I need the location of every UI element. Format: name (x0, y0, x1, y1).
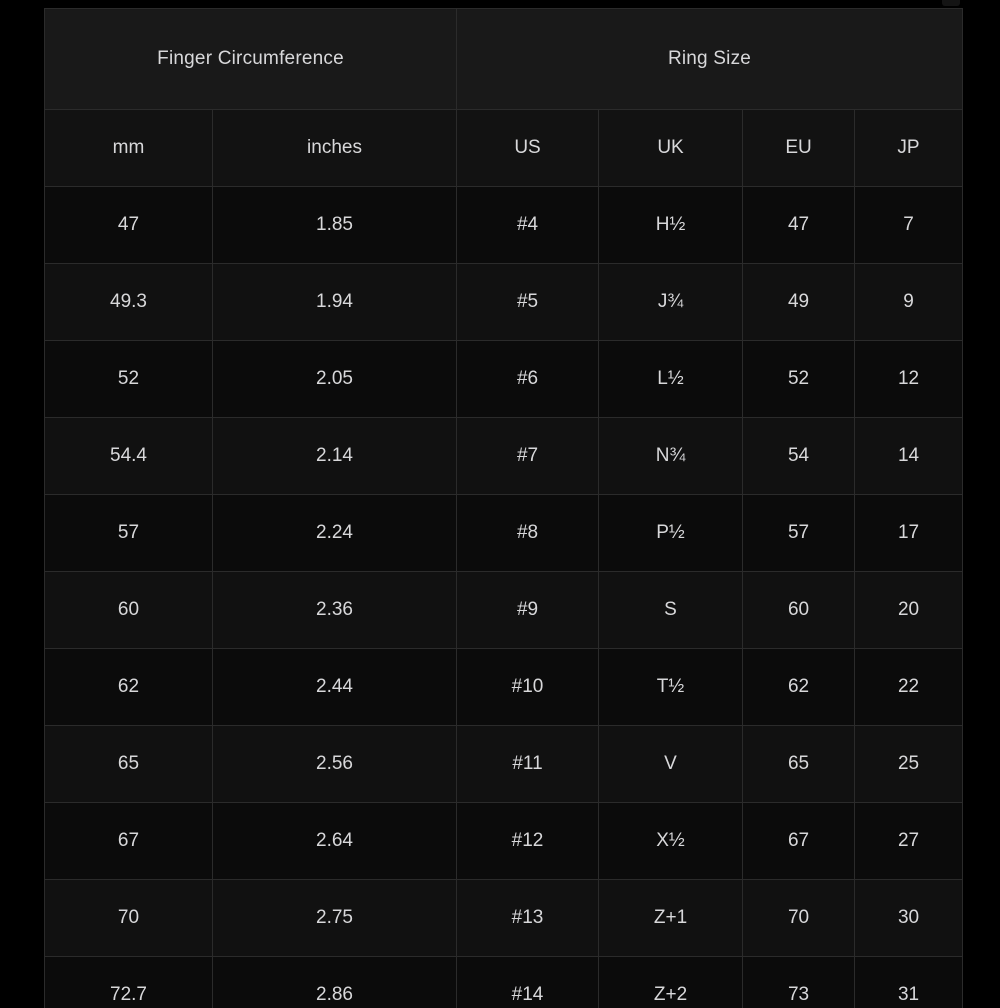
cell-us: #7 (457, 418, 599, 495)
cell-uk: Z+2 (599, 957, 743, 1008)
cell-eu: 54 (743, 418, 855, 495)
column-header-uk: UK (599, 110, 743, 187)
cell-us: #13 (457, 880, 599, 957)
cell-us: #4 (457, 187, 599, 264)
cell-inches: 2.24 (213, 495, 457, 572)
cell-us: #8 (457, 495, 599, 572)
cell-inches: 2.64 (213, 803, 457, 880)
cell-jp: 25 (855, 726, 963, 803)
column-header-inches: inches (213, 110, 457, 187)
ring-size-table (44, 8, 963, 1008)
table-row (45, 264, 963, 341)
cell-eu: 70 (743, 880, 855, 957)
cell-jp: 14 (855, 418, 963, 495)
cell-us: #14 (457, 957, 599, 1008)
cell-us: #9 (457, 572, 599, 649)
cell-jp: 20 (855, 572, 963, 649)
group-header-finger-circumference: Finger Circumference (45, 9, 457, 110)
cell-us: #11 (457, 726, 599, 803)
cell-mm: 72.7 (45, 957, 213, 1008)
cell-mm: 57 (45, 495, 213, 572)
cell-mm: 70 (45, 880, 213, 957)
cell-uk: L½ (599, 341, 743, 418)
cell-uk: T½ (599, 649, 743, 726)
cell-inches: 2.05 (213, 341, 457, 418)
cell-us: #6 (457, 341, 599, 418)
ring-size-table-container (44, 8, 962, 1008)
cell-eu: 67 (743, 803, 855, 880)
cell-jp: 27 (855, 803, 963, 880)
scroll-nub (942, 0, 960, 6)
cell-mm: 49.3 (45, 264, 213, 341)
cell-eu: 62 (743, 649, 855, 726)
cell-mm: 54.4 (45, 418, 213, 495)
cell-eu: 60 (743, 572, 855, 649)
cell-inches: 2.14 (213, 418, 457, 495)
column-header-row (45, 110, 963, 187)
group-header-row (45, 9, 963, 110)
cell-jp: 30 (855, 880, 963, 957)
column-header-us: US (457, 110, 599, 187)
cell-inches: 2.75 (213, 880, 457, 957)
cell-inches: 2.36 (213, 572, 457, 649)
cell-mm: 65 (45, 726, 213, 803)
cell-uk: H½ (599, 187, 743, 264)
cell-us: #5 (457, 264, 599, 341)
cell-us: #10 (457, 649, 599, 726)
table-head (45, 9, 963, 187)
cell-mm: 62 (45, 649, 213, 726)
cell-eu: 49 (743, 264, 855, 341)
cell-uk: N¾ (599, 418, 743, 495)
cell-uk: V (599, 726, 743, 803)
cell-mm: 47 (45, 187, 213, 264)
table-row (45, 803, 963, 880)
cell-inches: 2.86 (213, 957, 457, 1008)
table-row (45, 341, 963, 418)
cell-inches: 2.56 (213, 726, 457, 803)
cell-mm: 52 (45, 341, 213, 418)
cell-uk: Z+1 (599, 880, 743, 957)
cell-inches: 2.44 (213, 649, 457, 726)
column-header-jp: JP (855, 110, 963, 187)
table-body (45, 187, 963, 1008)
cell-jp: 17 (855, 495, 963, 572)
cell-jp: 7 (855, 187, 963, 264)
cell-eu: 52 (743, 341, 855, 418)
column-header-mm: mm (45, 110, 213, 187)
table-row (45, 572, 963, 649)
table-row (45, 957, 963, 1008)
cell-uk: J¾ (599, 264, 743, 341)
cell-eu: 73 (743, 957, 855, 1008)
cell-mm: 67 (45, 803, 213, 880)
cell-mm: 60 (45, 572, 213, 649)
cell-uk: X½ (599, 803, 743, 880)
cell-jp: 31 (855, 957, 963, 1008)
table-row (45, 649, 963, 726)
table-row (45, 495, 963, 572)
cell-jp: 12 (855, 341, 963, 418)
cell-inches: 1.94 (213, 264, 457, 341)
cell-eu: 47 (743, 187, 855, 264)
cell-inches: 1.85 (213, 187, 457, 264)
column-header-eu: EU (743, 110, 855, 187)
cell-jp: 22 (855, 649, 963, 726)
cell-uk: S (599, 572, 743, 649)
table-row (45, 726, 963, 803)
cell-jp: 9 (855, 264, 963, 341)
table-row (45, 880, 963, 957)
cell-uk: P½ (599, 495, 743, 572)
cell-eu: 57 (743, 495, 855, 572)
cell-us: #12 (457, 803, 599, 880)
cell-eu: 65 (743, 726, 855, 803)
group-header-ring-size: Ring Size (457, 9, 963, 110)
table-row (45, 187, 963, 264)
table-row (45, 418, 963, 495)
